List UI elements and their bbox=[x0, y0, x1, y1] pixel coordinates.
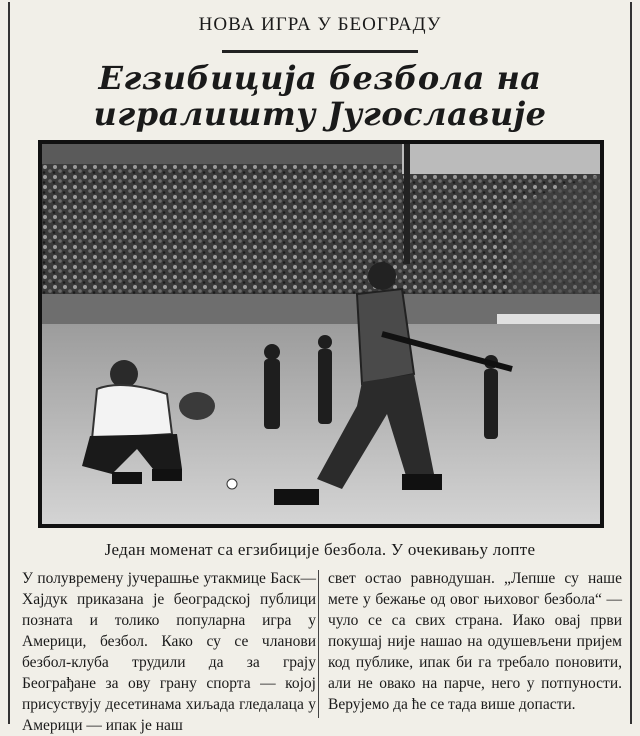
section-kicker: НОВА ИГРА У БЕОГРАДУ bbox=[198, 14, 442, 35]
article-body bbox=[22, 568, 622, 734]
photo-caption: Један моменат са егзибиције безбола. У очекивању лопте bbox=[104, 540, 536, 559]
baseball-photo-illustration bbox=[42, 144, 600, 524]
article-column-left: У полувремену јучерашње утакмице Баск—Хајдук приказана је београдској публици позната и толико популарна игра у Америци, безбол. Како су се чланови безбол-клуба трудили да за грају Београђане за ову грану спорта — којој присуствују десетинама хиљада гледалаца у Америци — ипак је наш bbox=[22, 570, 316, 734]
article-photo bbox=[38, 140, 604, 528]
article-column-right: свет остао равнодушан. „Лепше су наше мете у бежање од овог њиховог безбола“ — чуло се са свих страна. Иако овај први покушај није нашао на одушевљени пријем код публике, ипак би га требало поновити, али не овако на парче, него у потпуности. Верујемо да ће се тада више допасти. bbox=[328, 570, 622, 713]
article-headline: Егзибиција безбола на игралишту Југославије bbox=[93, 59, 547, 133]
baseball-ball bbox=[227, 479, 237, 489]
kicker-underline bbox=[222, 50, 418, 53]
